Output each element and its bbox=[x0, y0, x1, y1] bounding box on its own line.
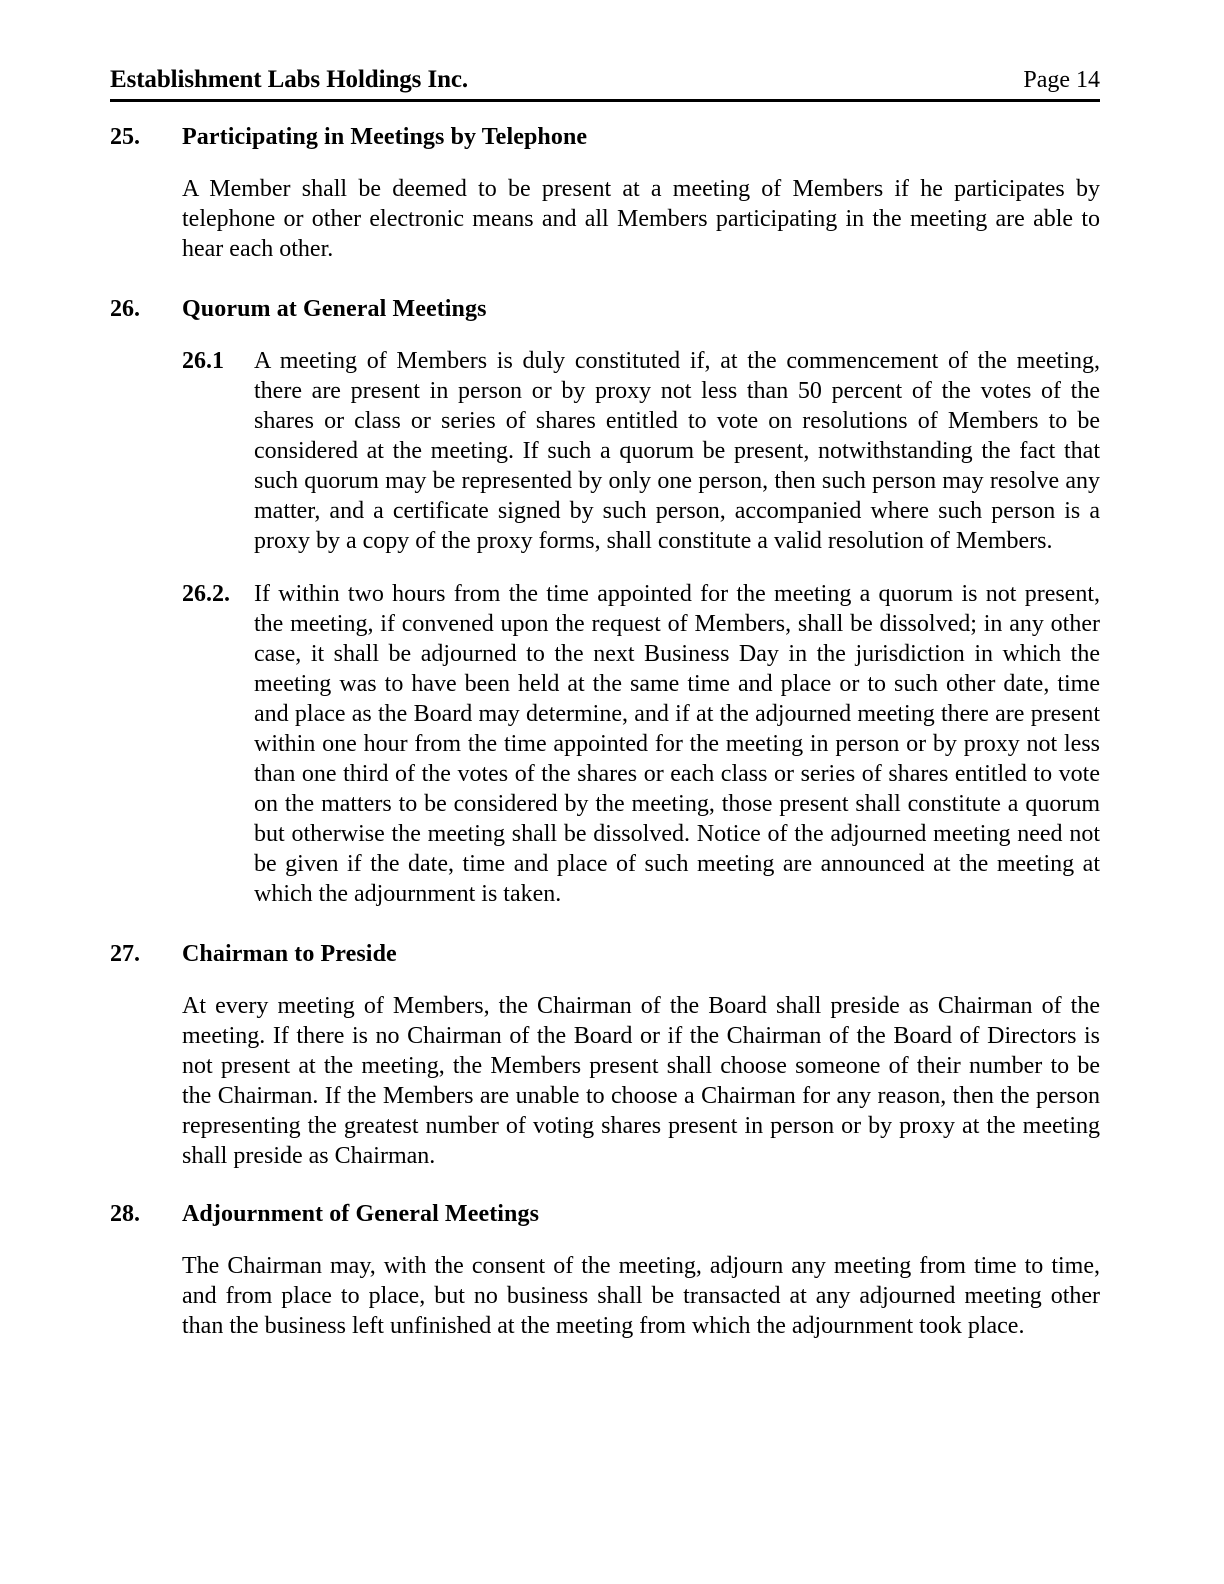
subclause-26-1-number: 26.1 bbox=[182, 348, 224, 374]
clause-27-number: 27. bbox=[110, 941, 140, 967]
clause-27-body: At every meeting of Members, the Chairman of the Board shall preside as Chairman of the meeting. If there is no Chairman of the Board or if the Chairman of the Board of Directors is not present at the meeting, the Members present shall choose someone of their number to be the Chairman. If the Members are unable to choose a Chairman for any reason, then the person representing the greatest number of voting shares present in person or by proxy at the meeting shall preside as Chairman. bbox=[182, 993, 1100, 1169]
clause-26 bbox=[110, 296, 1100, 909]
clause-26-title: Quorum at General Meetings bbox=[182, 296, 487, 322]
spacer bbox=[110, 1171, 1100, 1201]
clause-26-heading bbox=[110, 296, 1100, 323]
clause-26-number: 26. bbox=[110, 296, 140, 322]
spacer bbox=[110, 909, 1100, 941]
clause-28 bbox=[110, 1201, 1100, 1341]
page-header bbox=[110, 66, 1100, 102]
clause-28-number: 28. bbox=[110, 1201, 140, 1227]
clause-27 bbox=[110, 941, 1100, 1171]
subclause-26-1-text: A meeting of Members is duly constituted if, at the commencement of the meeting, there are present in person or by proxy not less than 50 percent of the votes of the shares or class or series of shares entitled to vote on resolutions of Members to be considered at the meeting. If such a quorum be present, notwithstanding the fact that such quorum may be represented by only one person, then such person may resolve any matter, and a certificate signed by such person, accompanied where such person is a proxy by a copy of the proxy forms, shall constitute a valid resolution of Members. bbox=[254, 348, 1100, 554]
clause-25-body: A Member shall be deemed to be present at a meeting of Members if he participates by telephone or other electronic means and all Members participating in the meeting are able to hear each other. bbox=[182, 176, 1100, 262]
clause-28-title: Adjournment of General Meetings bbox=[182, 1201, 540, 1227]
clause-27-heading bbox=[110, 941, 1100, 968]
subclause-26-2-text: If within two hours from the time appointed for the meeting a quorum is not present, the meeting, if convened upon the request of Members, shall be dissolved; in any other case, it shall be adjourned to the next Business Day in the jurisdiction in which the meeting was to have been held at the same time and place or to such other date, time and place as the Board may determine, and if at the adjourned meeting there are present within one hour from the time appointed for the meeting in person or by proxy not less than one third of the votes of the shares or each class or series of shares entitled to vote on the matters to be considered by the meeting, those present shall constitute a quorum but otherwise the meeting shall be dissolved. Notice of the adjourned meeting need not be given if the date, time and place of such meeting are announced at the meeting at which the adjournment is taken. bbox=[254, 581, 1100, 907]
subclause-26-2-number: 26.2. bbox=[182, 581, 230, 607]
clause-25-number: 25. bbox=[110, 124, 140, 150]
subclause-26-2 bbox=[182, 579, 1100, 909]
clause-25-title: Participating in Meetings by Telephone bbox=[182, 124, 588, 150]
page-number: Page 14 bbox=[1023, 67, 1100, 93]
header-company-name: Establishment Labs Holdings Inc. bbox=[110, 66, 469, 93]
subclause-26-1 bbox=[182, 346, 1100, 556]
spacer bbox=[110, 264, 1100, 296]
clause-28-body: The Chairman may, with the consent of the meeting, adjourn any meeting from time to time, and from place to place, but no business shall be transacted at any adjourned meeting other than the business left unfinished at the meeting from which the adjournment took place. bbox=[182, 1253, 1100, 1339]
clause-28-heading bbox=[110, 1201, 1100, 1228]
clause-27-title: Chairman to Preside bbox=[182, 941, 397, 967]
clause-25 bbox=[110, 124, 1100, 264]
document-body bbox=[110, 124, 1100, 1341]
clause-25-heading bbox=[110, 124, 1100, 151]
